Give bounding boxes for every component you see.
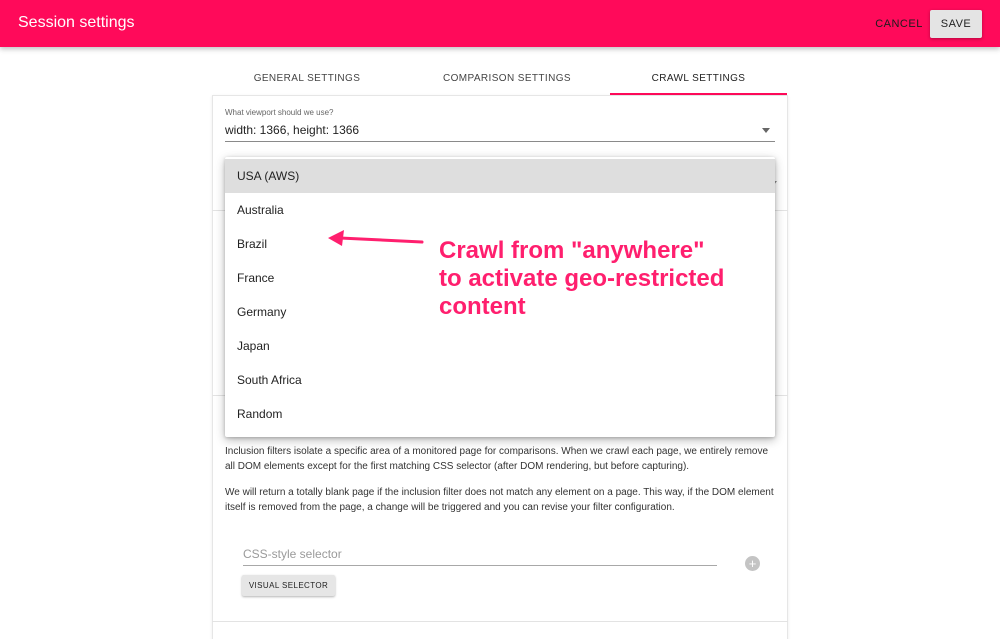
menu-item-random[interactable]: Random [237, 407, 283, 421]
annotation-line: content [439, 293, 526, 320]
viewport-select[interactable]: width: 1366, height: 1366 [225, 123, 360, 137]
inclusion-filter-note: We will return a totally blank page if the inclusion filter does not match any element on a page. This way, if the DOM element itself is removed from the page, a change will be triggered and you can revise your filter configuration. [225, 487, 774, 513]
css-selector-input[interactable]: CSS-style selector [243, 547, 342, 561]
section-divider [212, 621, 788, 622]
annotation-arrow-icon [320, 225, 430, 255]
viewport-select-underline [225, 141, 775, 142]
annotation-callout [439, 237, 779, 321]
annotation-line: Crawl from "anywhere" [439, 237, 705, 264]
viewport-dropdown-arrow-icon[interactable] [762, 128, 770, 133]
settings-tabs [212, 62, 787, 95]
visual-selector-button[interactable]: VISUAL SELECTOR [242, 575, 335, 596]
cancel-button[interactable]: CANCEL [875, 18, 923, 30]
tab-general-settings[interactable]: GENERAL SETTINGS [253, 73, 361, 84]
viewport-select-label: What viewport should we use? [225, 108, 334, 117]
save-button[interactable]: SAVE [930, 10, 982, 38]
app-bar [0, 0, 1000, 47]
menu-item-germany[interactable]: Germany [237, 305, 287, 319]
menu-item-france[interactable]: France [237, 271, 275, 285]
css-selector-underline [243, 565, 717, 566]
plus-circle-icon[interactable]: + [745, 556, 760, 571]
page-title: Session settings [18, 14, 135, 31]
menu-item-brazil[interactable]: Brazil [237, 237, 268, 251]
inclusion-filter-description: Inclusion filters isolate a specific area of a monitored page for comparisons. When we crawl each page, we entirely remove all DOM elements except for the first matching CSS selector (after DOM rendering, but before capturing). [225, 446, 769, 472]
menu-item-usa-aws[interactable]: USA (AWS) [225, 159, 775, 193]
tab-comparison-settings[interactable]: COMPARISON SETTINGS [443, 73, 571, 84]
menu-item-south-africa[interactable]: South Africa [237, 373, 302, 387]
tab-crawl-settings[interactable]: CRAWL SETTINGS [651, 73, 746, 84]
menu-item-australia[interactable]: Australia [237, 203, 284, 217]
menu-item-japan[interactable]: Japan [237, 339, 270, 353]
annotation-line: to activate geo-restricted [439, 265, 725, 292]
